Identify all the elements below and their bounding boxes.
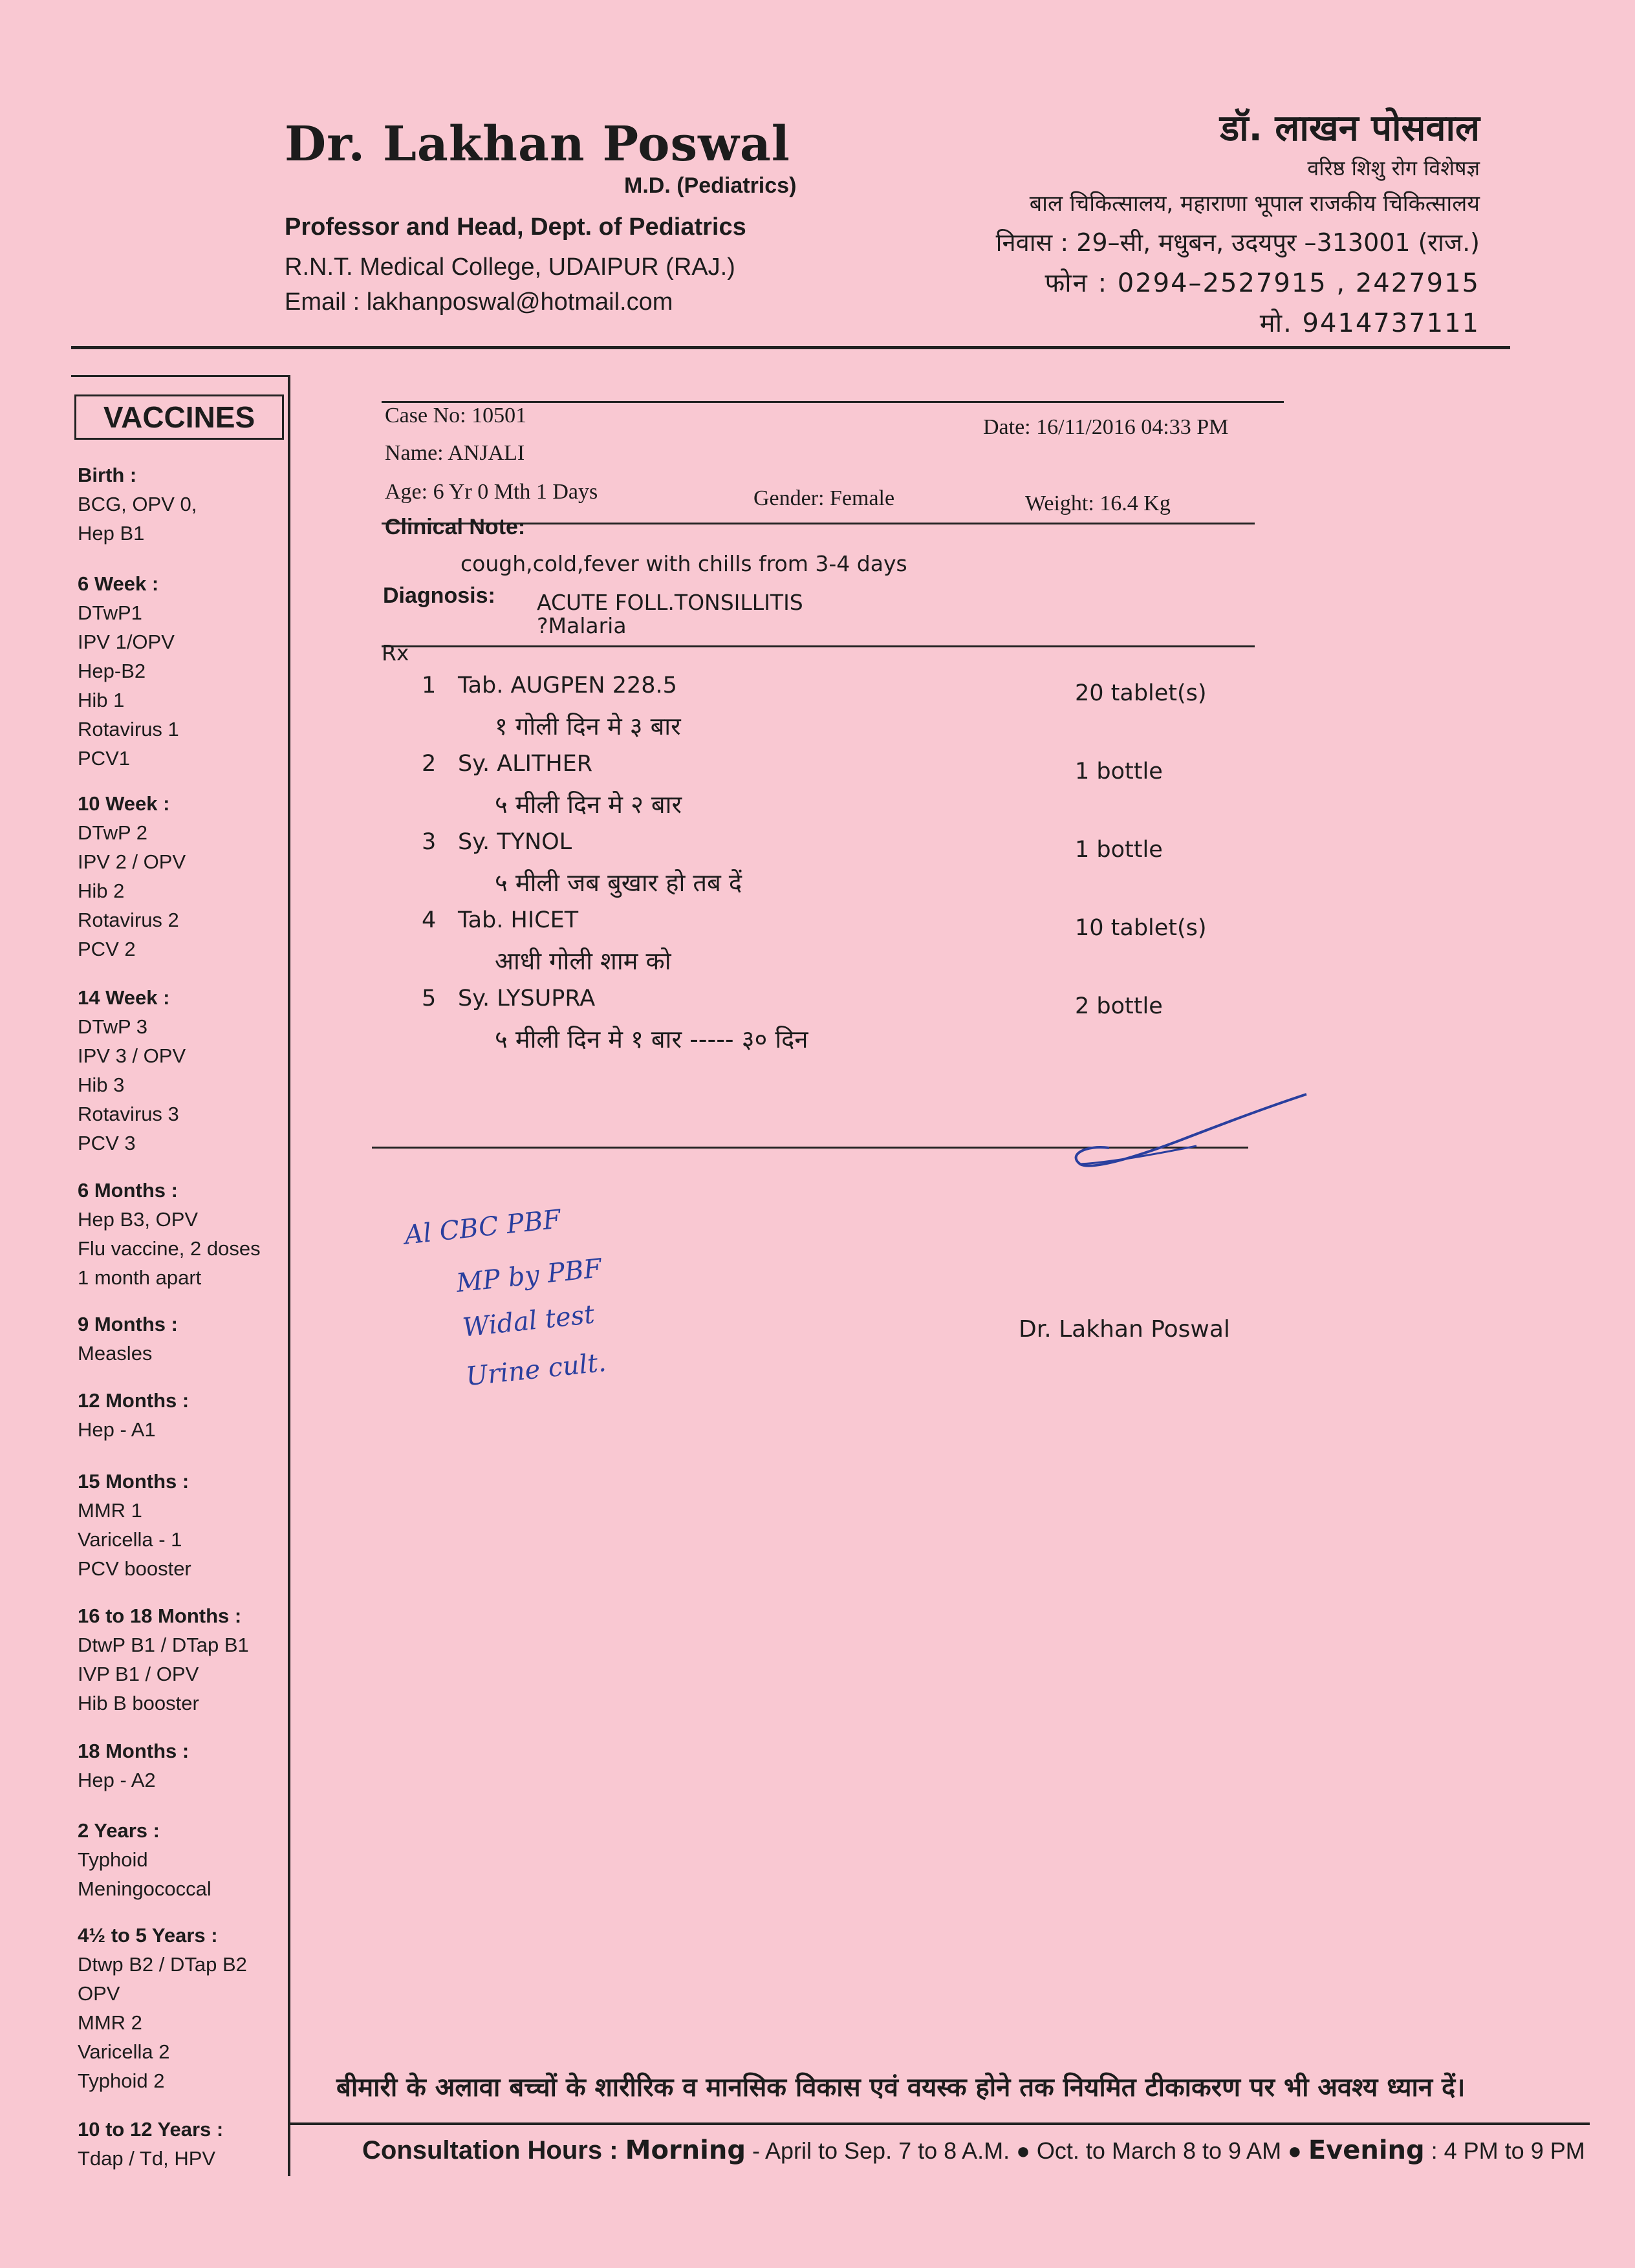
handwritten-note: MP by PBF [455, 1253, 603, 1299]
vaccine-item: MMR 1 [78, 1499, 142, 1522]
handwritten-note: Urine cult. [464, 1347, 608, 1392]
vaccine-age: 10 to 12 Years : [78, 2118, 224, 2141]
evening-text: : 4 PM to 9 PM [1424, 2137, 1585, 2164]
case-number: Case No: 10501 [385, 404, 527, 427]
rx-quantity: 2 bottle [1075, 993, 1163, 1019]
doctor-name: Dr. Lakhan Poswal [285, 116, 790, 172]
vaccine-item: DtwP B1 / DTap B1 [78, 1634, 249, 1656]
vaccine-age: 9 Months : [78, 1313, 178, 1335]
consultation-hours [362, 2135, 1585, 2165]
doctor-signature [1048, 1086, 1326, 1183]
rx-drug: Sy. TYNOL [458, 829, 572, 855]
vaccine-age: 4½ to 5 Years : [78, 1924, 218, 1947]
vaccine-item: BCG, OPV 0, [78, 493, 197, 515]
vaccine-age: 14 Week : [78, 986, 170, 1009]
rx-quantity: 1 bottle [1075, 837, 1163, 863]
patient-name: Name: ANJALI [385, 441, 525, 465]
morning-text: - April to Sep. 7 to 8 A.M. ● Oct. to March 8 to 9 AM ● [745, 2137, 1308, 2164]
hindi-mobile: मो. 9414737111 [1259, 308, 1480, 338]
vaccine-item: PCV1 [78, 747, 130, 770]
header-divider [71, 346, 1510, 349]
diagnosis-line-1: ACUTE FOLL.TONSILLITIS [537, 590, 803, 615]
vaccine-item: Varicella - 1 [78, 1528, 182, 1551]
rx-instructions: आधी गोली शाम को [495, 947, 671, 975]
hindi-phone: फोन : 0294–2527915 , 2427915 [1045, 268, 1480, 298]
clinical-note: cough,cold,fever with chills from 3-4 days [460, 551, 907, 576]
doctor-email: Email : lakhanposwal@hotmail.com [285, 288, 673, 316]
rx-number: 3 [422, 829, 437, 855]
doctor-degree: M.D. (Pediatrics) [624, 173, 797, 198]
vaccine-item: Tdap / Td, HPV [78, 2147, 216, 2170]
footer-rule [290, 2122, 1590, 2125]
vaccine-item: Hib 2 [78, 880, 125, 902]
diagnosis-rule [382, 645, 1255, 647]
vaccine-item: Hep B1 [78, 522, 145, 545]
hindi-address: निवास : 29–सी, मधुबन, उदयपुर –313001 (राज.) [995, 228, 1480, 257]
vaccine-group [78, 460, 310, 548]
hours-label: Consultation Hours : [362, 2136, 618, 2165]
rx-label: Rx [382, 640, 409, 665]
vaccine-item: Hep-B2 [78, 660, 146, 682]
rx-instructions: १ गोली दिन मे ३ बार [495, 712, 681, 740]
vaccine-item: Rotavirus 2 [78, 909, 179, 931]
rx-instructions: ५ मीली दिन मे २ बार [495, 790, 682, 819]
rx-quantity: 1 bottle [1075, 759, 1163, 784]
vaccine-item: Hib 1 [78, 689, 125, 711]
vaccine-group [78, 2115, 310, 2173]
hindi-designation: वरिष्ठ शिशु रोग विशेषज्ञ [1307, 156, 1480, 180]
vaccine-item: PCV 2 [78, 938, 136, 960]
rx-number: 4 [422, 907, 437, 933]
rx-drug: Sy. LYSUPRA [458, 986, 596, 1011]
vaccine-age: 2 Years : [78, 1819, 160, 1842]
vaccine-age: 18 Months : [78, 1740, 189, 1762]
hindi-doctor-name: डॉ. लाखन पोसवाल [1220, 107, 1480, 149]
vaccine-group [78, 789, 310, 964]
footer-hindi-note: बीमारी के अलावा बच्चों के शारीरिक व मानसिक विकास एवं वयस्क होने तक नियमित टीकाकरण पर भी अवश्य ध्यान दें। [336, 2073, 1466, 2102]
vaccine-age: Birth : [78, 464, 137, 486]
rx-drug: Tab. HICET [458, 907, 579, 933]
vaccine-item: Hep - A2 [78, 1769, 156, 1791]
patient-age: Age: 6 Yr 0 Mth 1 Days [385, 480, 598, 504]
vaccine-group [78, 569, 310, 773]
rx-instructions: ५ मीली दिन मे १ बार ----- ३० दिन [495, 1025, 808, 1053]
vaccine-group [78, 1467, 310, 1583]
vaccine-item: Typhoid 2 [78, 2069, 165, 2092]
rx-number: 5 [422, 986, 437, 1011]
vaccine-item: Rotavirus 1 [78, 718, 179, 740]
vaccine-item: Hib 3 [78, 1074, 125, 1096]
evening-label: Evening [1308, 2135, 1425, 2165]
hindi-hospital: बाल चिकित्सालय, महाराणा भूपाल राजकीय चिकित्सालय [1029, 191, 1480, 217]
patient-gender: Gender: Female [753, 486, 895, 510]
vaccine-item: DTwP1 [78, 601, 142, 624]
rx-number: 2 [422, 751, 437, 777]
vaccine-group [78, 1386, 310, 1444]
case-date: Date: 16/11/2016 04:33 PM [983, 415, 1229, 439]
doctor-college: R.N.T. Medical College, UDAIPUR (RAJ.) [285, 254, 735, 281]
diagnosis-line-2: ?Malaria [537, 613, 627, 638]
vaccine-group [78, 1176, 310, 1292]
vaccine-item: IPV 1/OPV [78, 631, 175, 653]
vaccines-title: VACCINES [74, 394, 284, 440]
vaccine-item: Typhoid [78, 1848, 148, 1871]
patient-weight: Weight: 16.4 Kg [1025, 491, 1171, 515]
vaccine-item: IVP B1 / OPV [78, 1663, 199, 1685]
vaccine-item: 1 month apart [78, 1266, 202, 1289]
vaccine-item: IPV 2 / OPV [78, 850, 186, 873]
vaccine-item: Dtwp B2 / DTap B2 [78, 1953, 247, 1976]
vaccine-item: Flu vaccine, 2 doses [78, 1237, 261, 1260]
handwritten-note: Al CBC PBF [403, 1204, 563, 1251]
rx-quantity: 20 tablet(s) [1075, 680, 1207, 706]
vaccine-age: 16 to 18 Months : [78, 1604, 242, 1627]
vaccine-item: Hib B booster [78, 1692, 199, 1714]
vaccine-group [78, 1816, 310, 1903]
case-top-rule [382, 401, 1284, 403]
vaccine-item: DTwP 2 [78, 821, 147, 844]
vaccine-age: 6 Months : [78, 1179, 178, 1202]
vaccine-group [78, 983, 310, 1158]
sidebar-top-rule [71, 375, 290, 377]
vaccine-group [78, 1601, 310, 1718]
vaccine-item: OPV [78, 1982, 120, 2005]
vaccine-item: Hep - A1 [78, 1418, 156, 1441]
vaccine-age: 10 Week : [78, 792, 170, 815]
signature-name: Dr. Lakhan Poswal [1019, 1316, 1230, 1343]
rx-quantity: 10 tablet(s) [1075, 915, 1207, 941]
vaccine-item: PCV booster [78, 1557, 191, 1580]
vaccine-item: Hep B3, OPV [78, 1208, 199, 1231]
rx-instructions: ५ मीली जब बुखार हो तब दें [495, 869, 742, 897]
vaccine-item: Varicella 2 [78, 2040, 170, 2063]
vaccine-age: 6 Week : [78, 572, 159, 595]
vaccine-item: PCV 3 [78, 1132, 136, 1154]
clinical-note-label: Clinical Note: [385, 515, 526, 539]
vaccine-item: Measles [78, 1342, 153, 1365]
doctor-title: Professor and Head, Dept. of Pediatrics [285, 213, 746, 241]
vaccine-group [78, 1736, 310, 1795]
vaccine-group [78, 1310, 310, 1368]
vaccine-age: 12 Months : [78, 1389, 189, 1412]
vaccine-age: 15 Months : [78, 1470, 189, 1493]
handwritten-note: Widal test [461, 1299, 596, 1343]
vaccine-item: Rotavirus 3 [78, 1103, 179, 1125]
vaccine-item: IPV 3 / OPV [78, 1044, 186, 1067]
vaccine-item: Meningococcal [78, 1877, 211, 1900]
diagnosis-label: Diagnosis: [383, 583, 495, 608]
vaccine-item: DTwP 3 [78, 1015, 147, 1038]
morning-label: Morning [625, 2135, 746, 2165]
rx-drug: Tab. AUGPEN 228.5 [458, 673, 677, 698]
vaccine-group [78, 1921, 310, 2095]
vaccine-item: MMR 2 [78, 2011, 142, 2034]
rx-number: 1 [422, 673, 437, 698]
rx-drug: Sy. ALITHER [458, 751, 593, 777]
